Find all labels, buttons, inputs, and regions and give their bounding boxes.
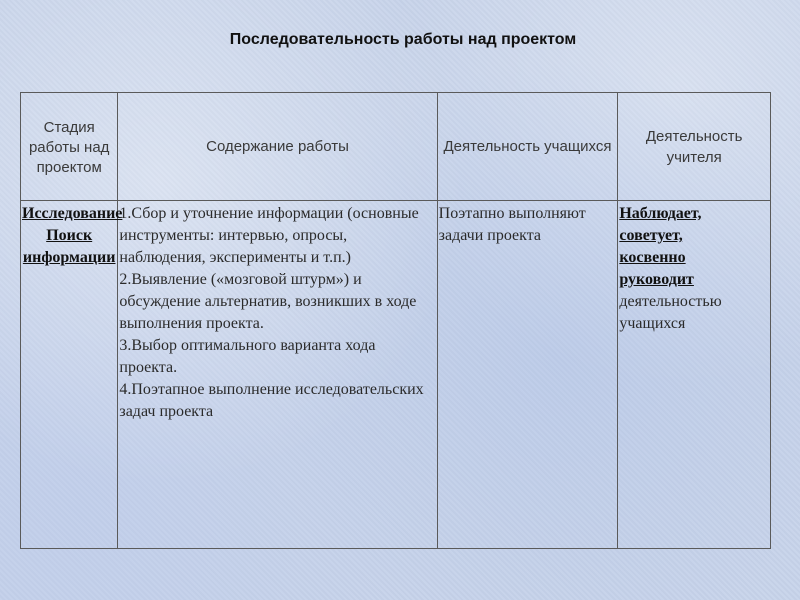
content-step-3: 3.Выбор оптимального варианта хода проекта. bbox=[119, 337, 376, 376]
header-teacher: Деятельность учителя bbox=[618, 93, 771, 201]
slide-title: Последовательность работы над проектом bbox=[229, 31, 577, 48]
cell-stage bbox=[21, 201, 123, 549]
teacher-action-1: Наблюдает, bbox=[619, 205, 702, 222]
teacher-action-4: руководит bbox=[619, 271, 694, 288]
project-stages-table bbox=[20, 92, 771, 549]
header-stage: Стадия работы над проектом bbox=[21, 93, 118, 201]
header-students: Деятельность учащихся bbox=[437, 93, 618, 201]
table-header-row bbox=[21, 93, 771, 201]
teacher-action-2: советует, bbox=[619, 227, 683, 244]
header-content: Содержание работы bbox=[118, 93, 437, 201]
teacher-action-3: косвенно bbox=[619, 249, 686, 266]
stage-name: Исследование Поиск информации bbox=[22, 205, 123, 266]
content-step-1: 1.Сбор и уточнение информации (основные инструменты: интервью, опросы, наблюдения, эксперименты и т.п.) bbox=[119, 205, 419, 266]
cell-students: Поэтапно выполняют задачи проекта bbox=[437, 201, 618, 549]
cell-teacher bbox=[618, 201, 771, 549]
teacher-action-object: деятельностью учащихся bbox=[619, 293, 722, 332]
content-step-2: 2.Выявление («мозговой штурм») и обсуждение альтернатив, возникших в ходе выполнения проекта. bbox=[119, 271, 417, 332]
content-step-4: 4.Поэтапное выполнение исследовательских задач проекта bbox=[119, 381, 424, 420]
table-row bbox=[21, 201, 771, 549]
cell-content bbox=[118, 201, 437, 549]
